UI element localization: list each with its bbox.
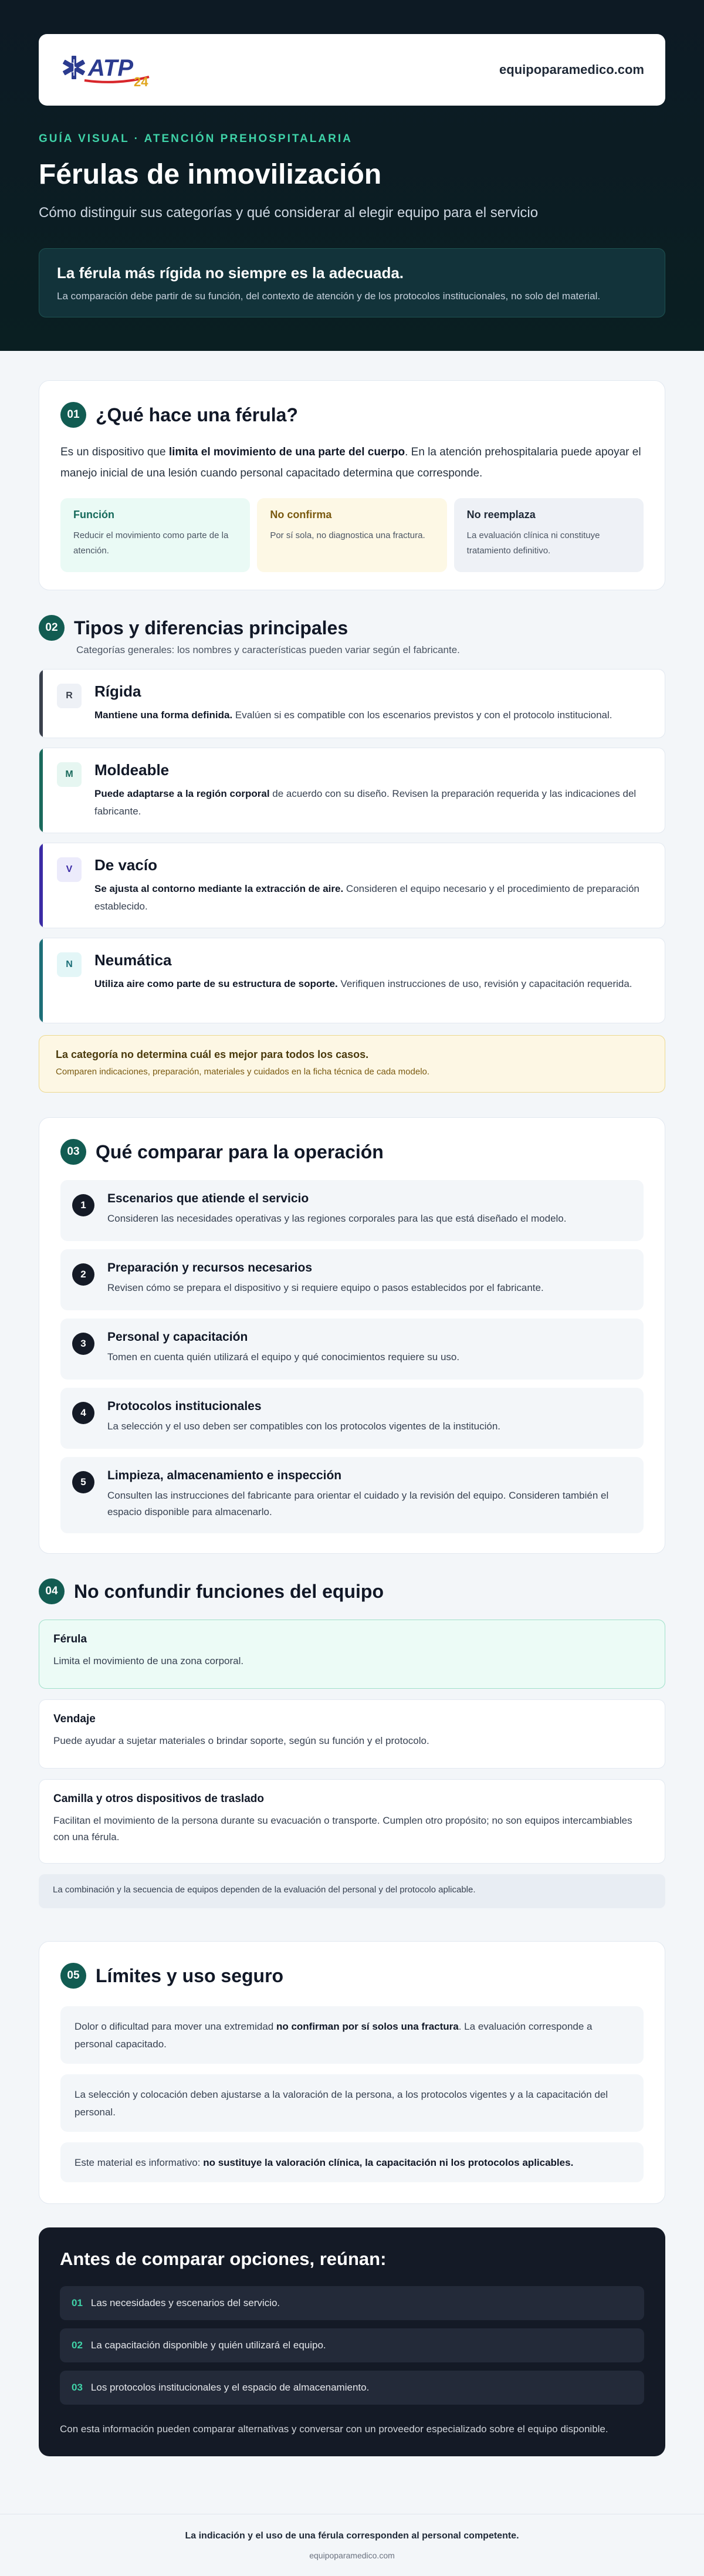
- section-number: 02: [39, 615, 65, 641]
- hero-callout-text: La comparación debe partir de su función, del contexto de atención y de los protocolos institucionales, no solo del material.: [57, 290, 601, 302]
- step-item: 1 Escenarios que atiende el servicio Consideren las necesidades operativas y las regiones corporales para las que está diseñado el modelo.: [60, 1180, 644, 1241]
- page-subtitle: Cómo distinguir sus categorías y qué considerar al elegir equipo para el servicio: [39, 205, 539, 221]
- page-title: Férulas de inmovilización: [39, 159, 382, 190]
- type-card-moldeable: M Moldeable Puede adaptarse a la región corporal de acuerdo con su diseño. Revisen la preparación requerida y las indicaciones del fabricante.: [39, 748, 665, 833]
- section-title: Tipos y diferencias principales: [74, 617, 348, 638]
- checklist-panel: [39, 2227, 665, 2456]
- type-letter-badge: R: [57, 684, 82, 708]
- star-of-life-logo-icon: [61, 46, 161, 93]
- section-subtitle: Categorías generales: los nombres y características pueden variar según el fabricante.: [76, 644, 460, 655]
- section-title: Límites y uso seguro: [96, 1965, 284, 1986]
- footer-site-link[interactable]: equipoparamedico.com: [309, 2551, 395, 2560]
- brand-logo[interactable]: [61, 46, 161, 93]
- section-number: 04: [39, 1578, 65, 1604]
- limit-item: Este material es informativo: no sustituye la valoración clínica, la capacitación ni los protocolos aplicables.: [60, 2142, 644, 2182]
- function-card-vendaje: Vendaje Puede ayudar a sujetar materiales o brindar soporte, según su función y el protocolo.: [39, 1699, 665, 1769]
- section-limits: [39, 1941, 665, 2204]
- section-intro: Es un dispositivo que limita el movimiento de una parte del cuerpo. En la atención prehospitalaria puede apoyar el manejo inicial de una lesión cuando personal capacitado determina que corresponde.: [60, 446, 641, 479]
- svg-text:24: 24: [134, 75, 148, 89]
- type-letter-badge: M: [57, 762, 82, 787]
- hero-callout: [39, 248, 665, 317]
- checklist-footer-text: Con esta información pueden comparar alternativas y conversar con un proveedor especializado sobre el equipo disponible.: [60, 2423, 608, 2435]
- type-letter-badge: N: [57, 952, 82, 977]
- svg-text:ATP: ATP: [88, 55, 134, 81]
- step-item: 2 Preparación y recursos necesarios Revisen cómo se prepara el dispositivo y si requiere equipo o pasos establecidos por el fabricante.: [60, 1249, 644, 1310]
- function-card-camilla: Camilla y otros dispositivos de traslado Facilitan el movimiento de la persona durante su evacuación o transporte. Cumplen otro propósito; no son equipos intercambiables con una férula.: [39, 1779, 665, 1864]
- main-content: [0, 351, 704, 2456]
- checklist-title: Antes de comparar opciones, reúnan:: [60, 2249, 387, 2269]
- step-item: 4 Protocolos institucionales La selección y el uso deben ser compatibles con los protocolos vigentes de la institución.: [60, 1388, 644, 1449]
- section-number: 05: [60, 1963, 86, 1989]
- section-title: No confundir funciones del equipo: [74, 1580, 384, 1602]
- section-number: 03: [60, 1139, 86, 1165]
- checklist-item: 03 Los protocolos institucionales y el espacio de almacenamiento.: [60, 2371, 644, 2405]
- hero: [0, 0, 704, 351]
- site-link[interactable]: equipoparamedico.com: [499, 62, 644, 77]
- section-title: Qué comparar para la operación: [96, 1141, 384, 1162]
- step-item: 5 Limpieza, almacenamiento e inspección Consulten las instrucciones del fabricante para orientar el cuidado y la revisión del equipo. Consideren también el espacio disponible para almacenarlo.: [60, 1457, 644, 1533]
- type-card-rigida: R Rígida Mantiene una forma definida. Evalúen si es compatible con los escenarios previstos y con el protocolo institucional.: [39, 669, 665, 738]
- section-compare: [39, 1117, 665, 1554]
- type-letter-badge: V: [57, 857, 82, 882]
- limit-item: La selección y colocación deben ajustarse a la valoración de la persona, a los protocolos vigentes y a la capacitación del personal.: [60, 2074, 644, 2132]
- category-warning: La categoría no determina cuál es mejor para todos los casos. Comparen indicaciones, preparación, materiales y cuidados en la ficha técnica de cada modelo.: [39, 1035, 665, 1093]
- section-title: ¿Qué hace una férula?: [96, 404, 298, 425]
- limit-item: Dolor o dificultad para mover una extremidad no confirman por sí solos una fractura. La evaluación corresponde a personal capacitado.: [60, 2006, 644, 2064]
- section-number: 01: [60, 402, 86, 428]
- function-card-ferula: Férula Limita el movimiento de una zona corporal.: [39, 1620, 665, 1689]
- step-item: 3 Personal y capacitación Tomen en cuenta quién utilizará el equipo y qué conocimientos requiere su uso.: [60, 1319, 644, 1380]
- tile-function: Función Reducir el movimiento como parte de la atención.: [60, 498, 250, 572]
- tile-not-replace: No reemplaza La evaluación clínica ni constituye tratamiento definitivo.: [454, 498, 644, 572]
- type-card-vacio: V De vacío Se ajusta al contorno mediante la extracción de aire. Consideren el equipo necesario y el procedimiento de preparación establecido.: [39, 843, 665, 928]
- section-functions: [39, 1578, 665, 1908]
- checklist-item: 01 Las necesidades y escenarios del servicio.: [60, 2286, 644, 2320]
- functions-note: La combinación y la secuencia de equipos dependen de la evaluación del personal y del protocolo aplicable.: [39, 1874, 665, 1908]
- top-bar: [39, 34, 665, 106]
- type-card-neumatica: N Neumática Utiliza aire como parte de su estructura de soporte. Verifiquen instrucciones de uso, revisión y capacitación requerida.: [39, 938, 665, 1023]
- page-footer: [0, 2514, 704, 2576]
- hero-eyebrow: GUÍA VISUAL · ATENCIÓN PREHOSPITALARIA: [39, 133, 353, 145]
- checklist-item: 02 La capacitación disponible y quién utilizará el equipo.: [60, 2328, 644, 2362]
- section-what-is: [39, 380, 665, 590]
- footer-disclaimer: La indicación y el uso de una férula corresponden al personal competente.: [185, 2531, 519, 2541]
- tile-not-confirm: No confirma Por sí sola, no diagnostica una fractura.: [257, 498, 446, 572]
- hero-callout-title: La férula más rígida no siempre es la adecuada.: [57, 264, 404, 282]
- section-types: [39, 615, 665, 1093]
